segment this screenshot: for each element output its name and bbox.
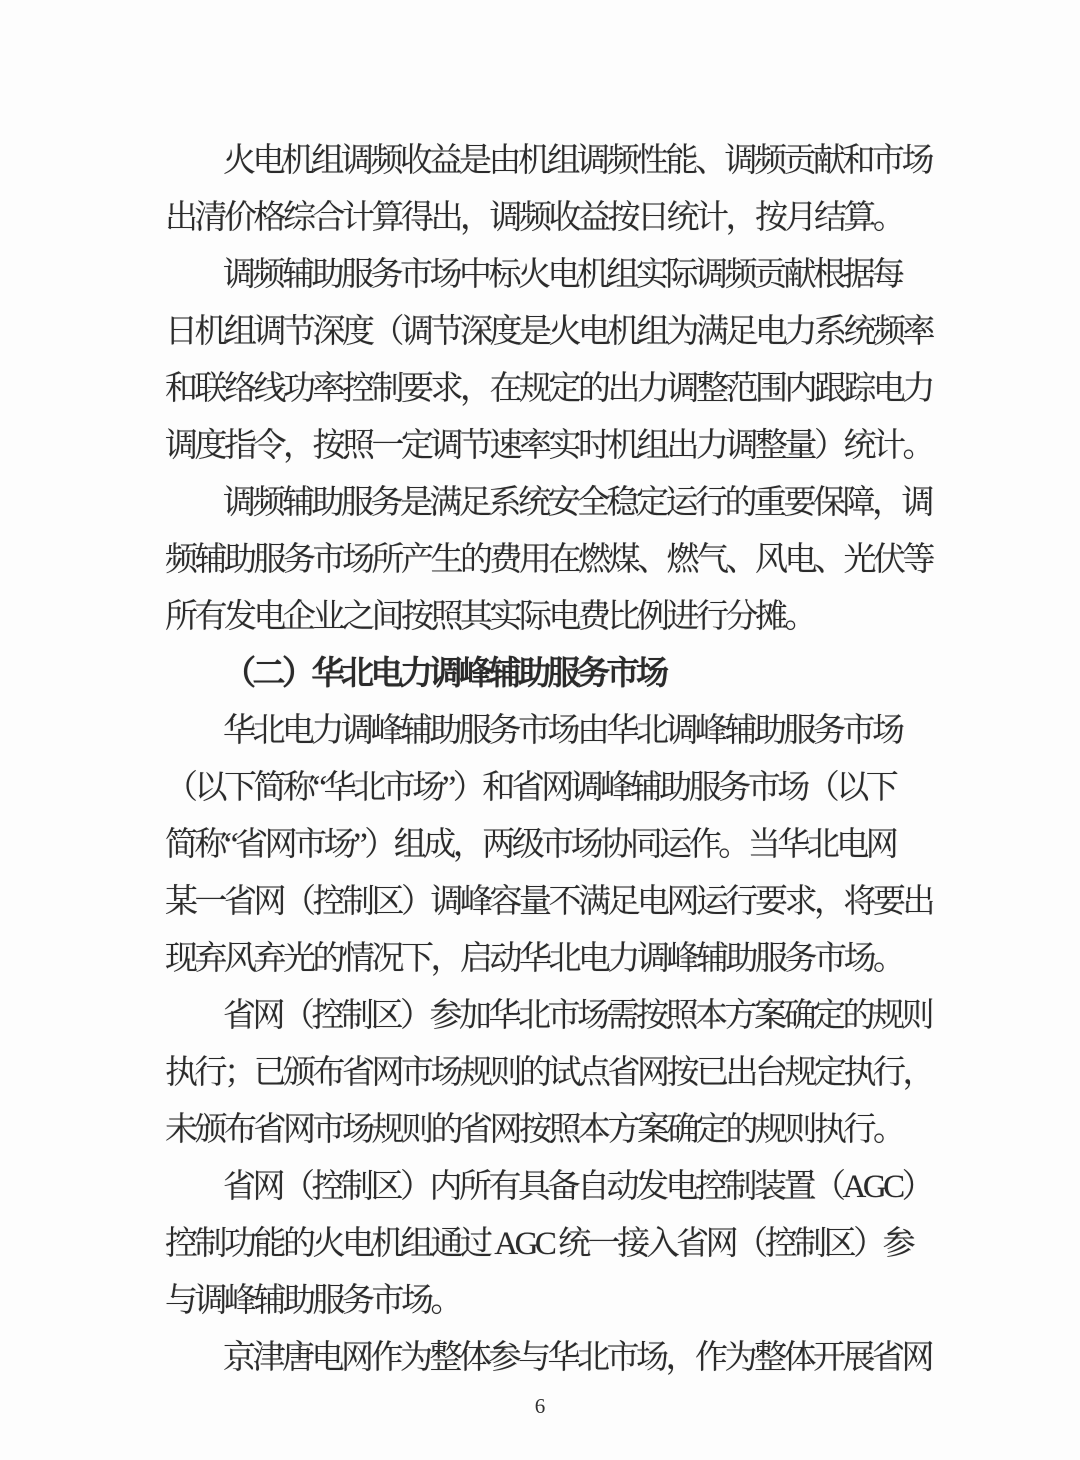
page-number: 6 — [534, 1394, 546, 1418]
text-line: 华北电力调峰辅助服务市场由华北调峰辅助服务市场 — [223, 713, 902, 749]
text-line: 和联络线功率控制要求，在规定的出力调整范围内跟踪电力 — [165, 371, 932, 407]
text-line: 调频辅助服务是满足系统安全稳定运行的重要保障，调 — [223, 485, 931, 521]
section-heading: （二）华北电力调峰辅助服务市场 — [223, 656, 666, 692]
text-line: 某一省网（控制区）调峰容量不满足电网运行要求，将要出 — [165, 884, 932, 920]
text-line: 省网（控制区）参加华北市场需按照本方案确定的规则 — [223, 998, 931, 1034]
text-line: 调频辅助服务市场中标火电机组实际调频贡献根据每 — [223, 257, 902, 293]
text-line: 火电机组调频收益是由机组调频性能、调频贡献和市场 — [223, 143, 931, 179]
text-line: 简称“省网市场”）组成，两级市场协同运作。当华北电网 — [165, 827, 896, 863]
text-line: 现弃风弃光的情况下，启动华北电力调峰辅助服务市场。 — [165, 941, 903, 977]
text-line: 省网（控制区）内所有具备自动发电控制装置（AGC） — [223, 1169, 932, 1205]
text-line: 控制功能的火电机组通过 AGC 统一接入省网（控制区）参 — [165, 1226, 913, 1262]
text-line: 未颁布省网市场规则的省网按照本方案确定的规则执行。 — [165, 1112, 903, 1148]
text-line: 与调峰辅助服务市场。 — [165, 1283, 460, 1319]
text-line: 京津唐电网作为整体参与华北市场，作为整体开展省网 — [223, 1340, 931, 1376]
text-line: 调度指令，按照一定调节速率实时机组出力调整量）统计。 — [165, 428, 932, 464]
text-line: 执行；已颁布省网市场规则的试点省网按已出台规定执行， — [165, 1055, 932, 1091]
document-body — [165, 133, 965, 1387]
text-line: 所有发电企业之间按照其实际电费比例进行分摊。 — [165, 599, 814, 635]
text-line: 频辅助服务市场所产生的费用在燃煤、燃气、风电、光伏等 — [165, 542, 932, 578]
text-line: （以下简称“华北市场”）和省网调峰辅助服务市场（以下 — [165, 770, 896, 806]
text-line: 出清价格综合计算得出，调频收益按日统计，按月结算。 — [165, 200, 903, 236]
text-line: 日机组调节深度（调节深度是火电机组为满足电力系统频率 — [165, 314, 932, 350]
